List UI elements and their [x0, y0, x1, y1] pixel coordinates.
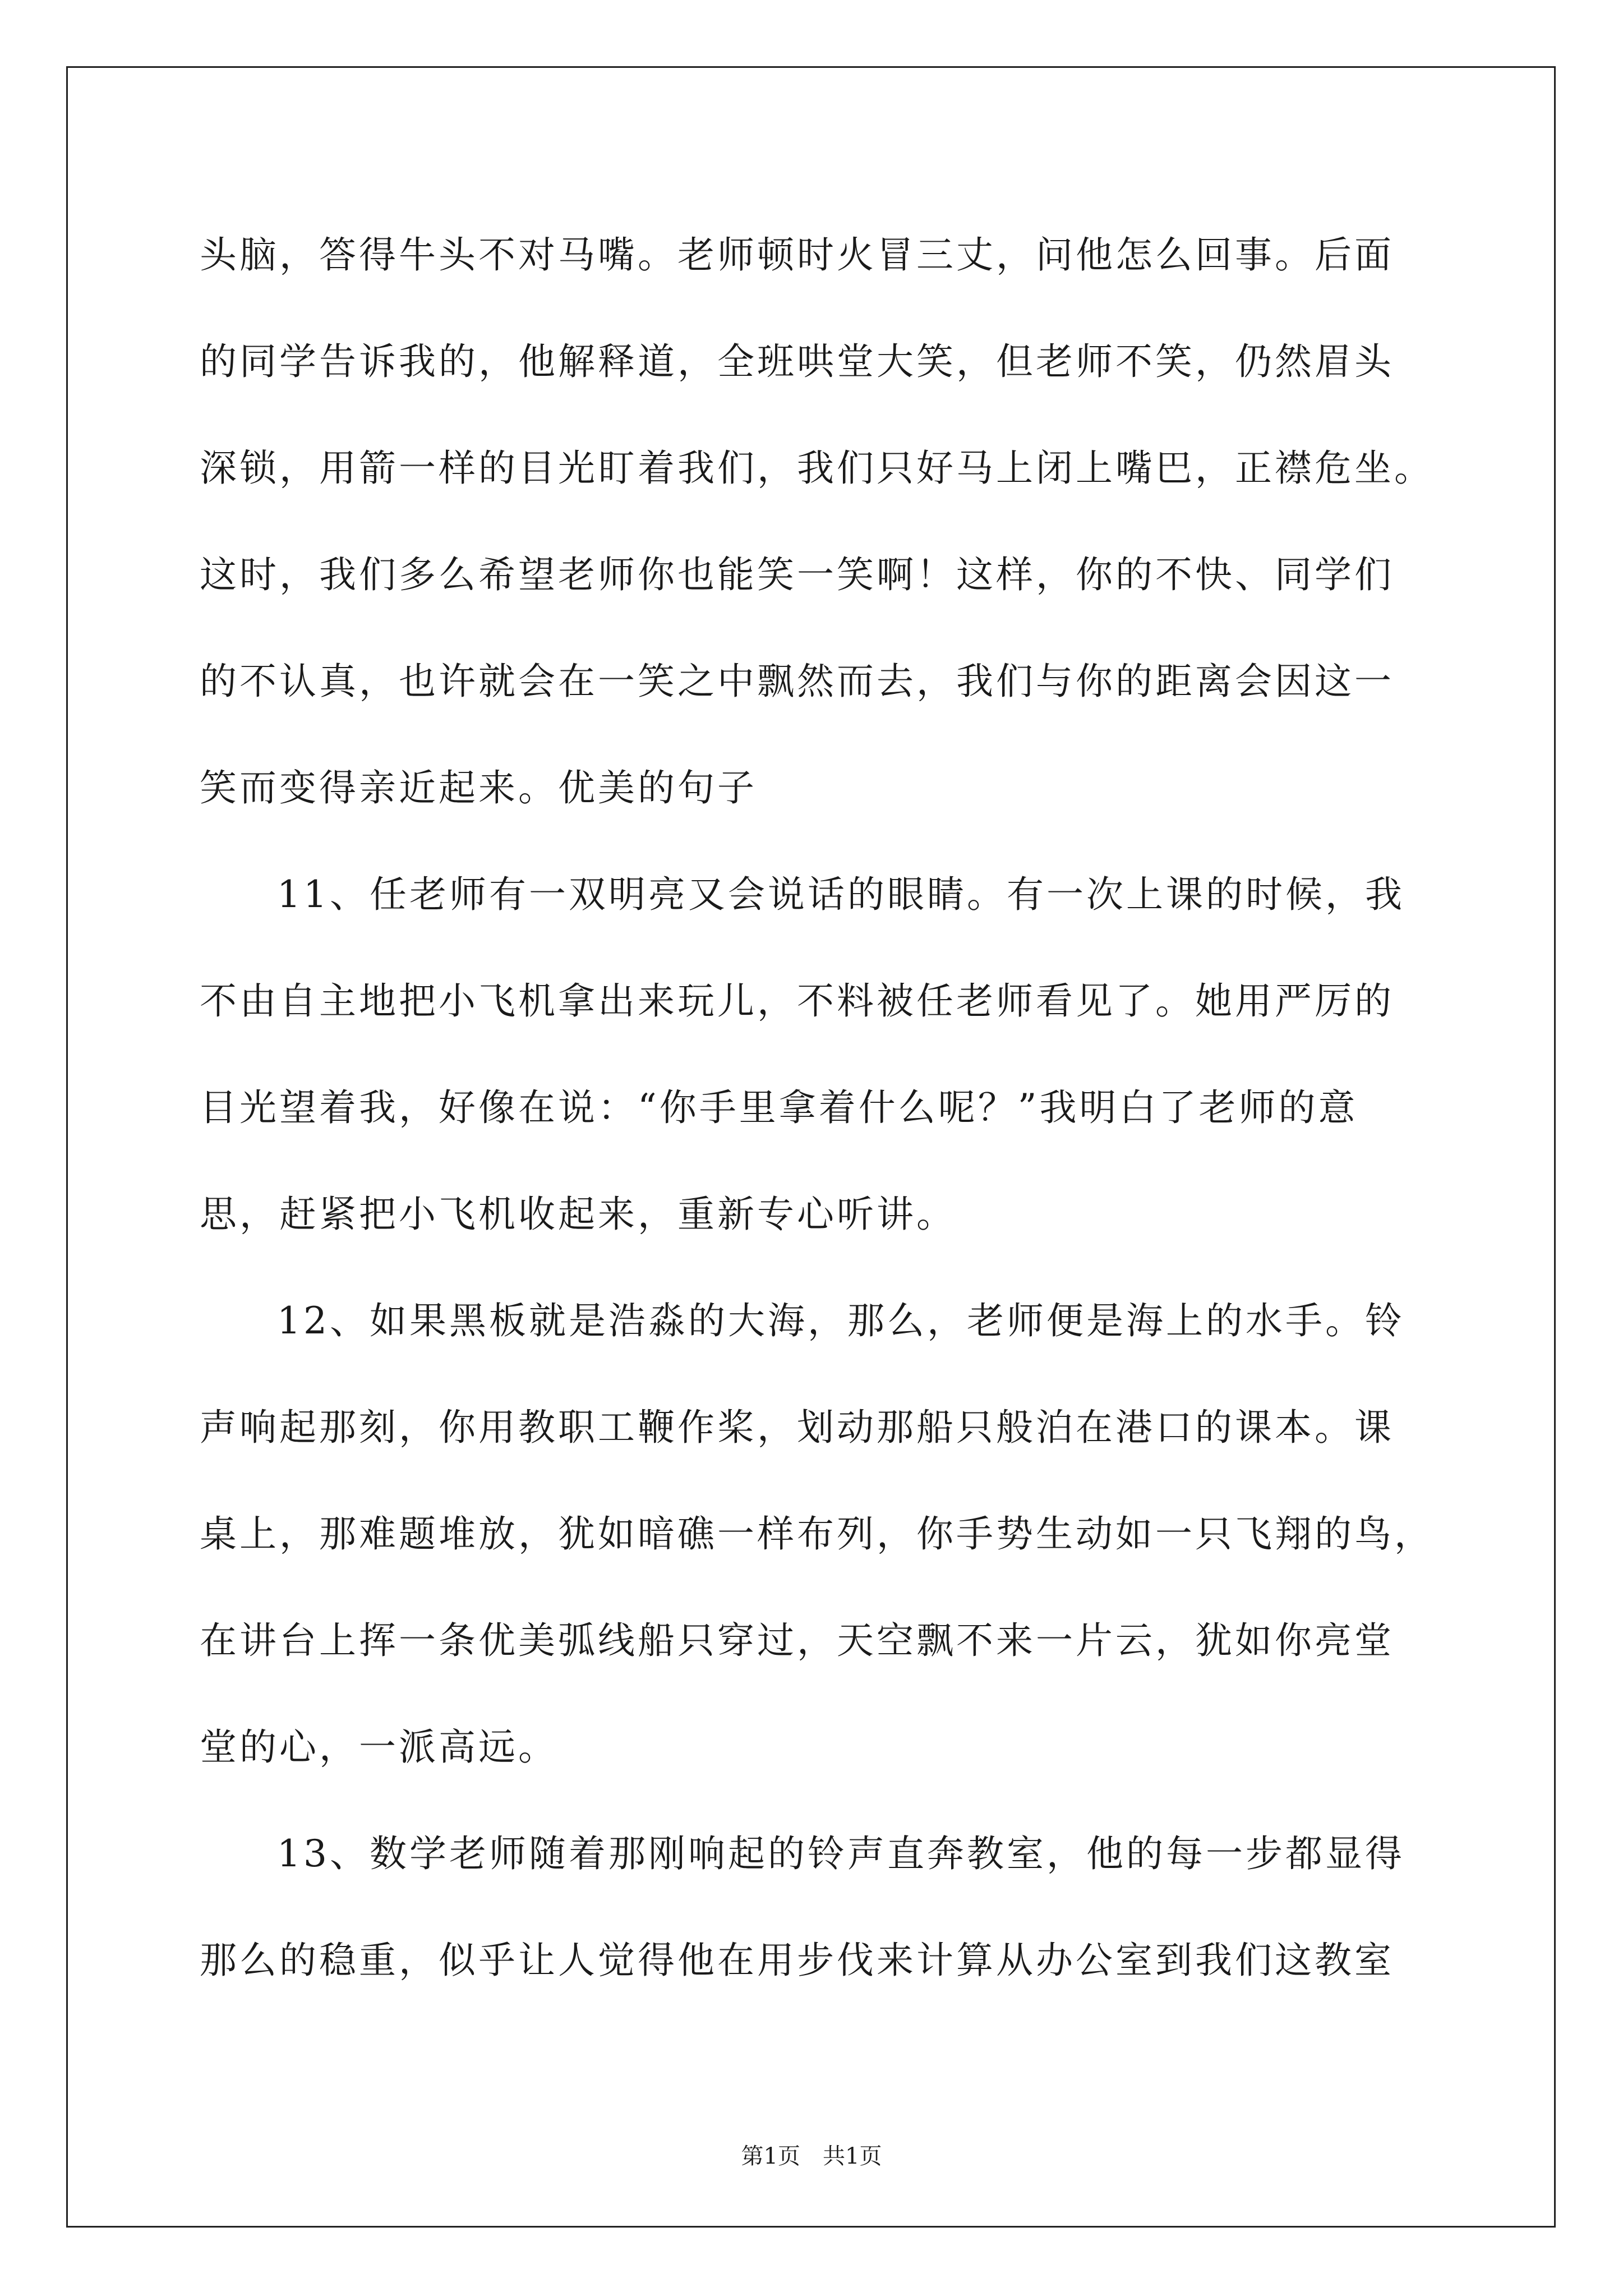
- text-line: 桌上，那难题堆放，犹如暗礁一样布列，你手势生动如一只飞翔的鸟，: [200, 1512, 1434, 1556]
- text-line: 这时，我们多么希望老师你也能笑一笑啊！这样，你的不快、同学们: [200, 553, 1394, 596]
- text-line: 声响起那刻，你用教职工鞭作桨，划动那船只般泊在港口的课本。课: [200, 1406, 1394, 1449]
- text-line: 那么的稳重，似乎让人觉得他在用步伐来计算从办公室到我们这教室: [200, 1939, 1394, 1982]
- text-line: 思，赶紧把小飞机收起来，重新专心听讲。: [200, 1193, 956, 1236]
- paragraph-start-line: 12、如果黑板就是浩淼的大海，那么，老师便是海上的水手。铃: [277, 1299, 1405, 1342]
- text-line: 目光望着我，好像在说：“你手里拿着什么呢？”我明白了老师的意: [200, 1086, 1358, 1129]
- text-line: 不由自主地把小飞机拿出来玩儿，不料被任老师看见了。她用严厉的: [200, 979, 1394, 1023]
- paragraph-start-line: 11、任老师有一双明亮又会说话的眼睛。有一次上课的时候，我: [277, 873, 1405, 916]
- text-line: 深锁，用箭一样的目光盯着我们，我们只好马上闭上嘴巴，正襟危坐。: [200, 447, 1434, 490]
- text-line: 的同学告诉我的，他解释道，全班哄堂大笑，但老师不笑，仍然眉头: [200, 340, 1394, 383]
- text-line: 的不认真，也许就会在一笑之中飘然而去，我们与你的距离会因这一: [200, 660, 1394, 703]
- paragraph-start-line: 13、数学老师随着那刚响起的铃声直奔教室，他的每一步都显得: [277, 1832, 1405, 1875]
- document-body: [200, 202, 1434, 2014]
- text-line: 堂的心，一派高远。: [200, 1726, 558, 1769]
- text-line: 笑而变得亲近起来。优美的句子: [200, 766, 757, 809]
- page-number-footer: 第1页 共1页: [741, 2143, 882, 2169]
- text-line: 在讲台上挥一条优美弧线船只穿过，天空飘不来一片云，犹如你亮堂: [200, 1619, 1394, 1662]
- text-line: 头脑，答得牛头不对马嘴。老师顿时火冒三丈，问他怎么回事。后面: [200, 233, 1394, 277]
